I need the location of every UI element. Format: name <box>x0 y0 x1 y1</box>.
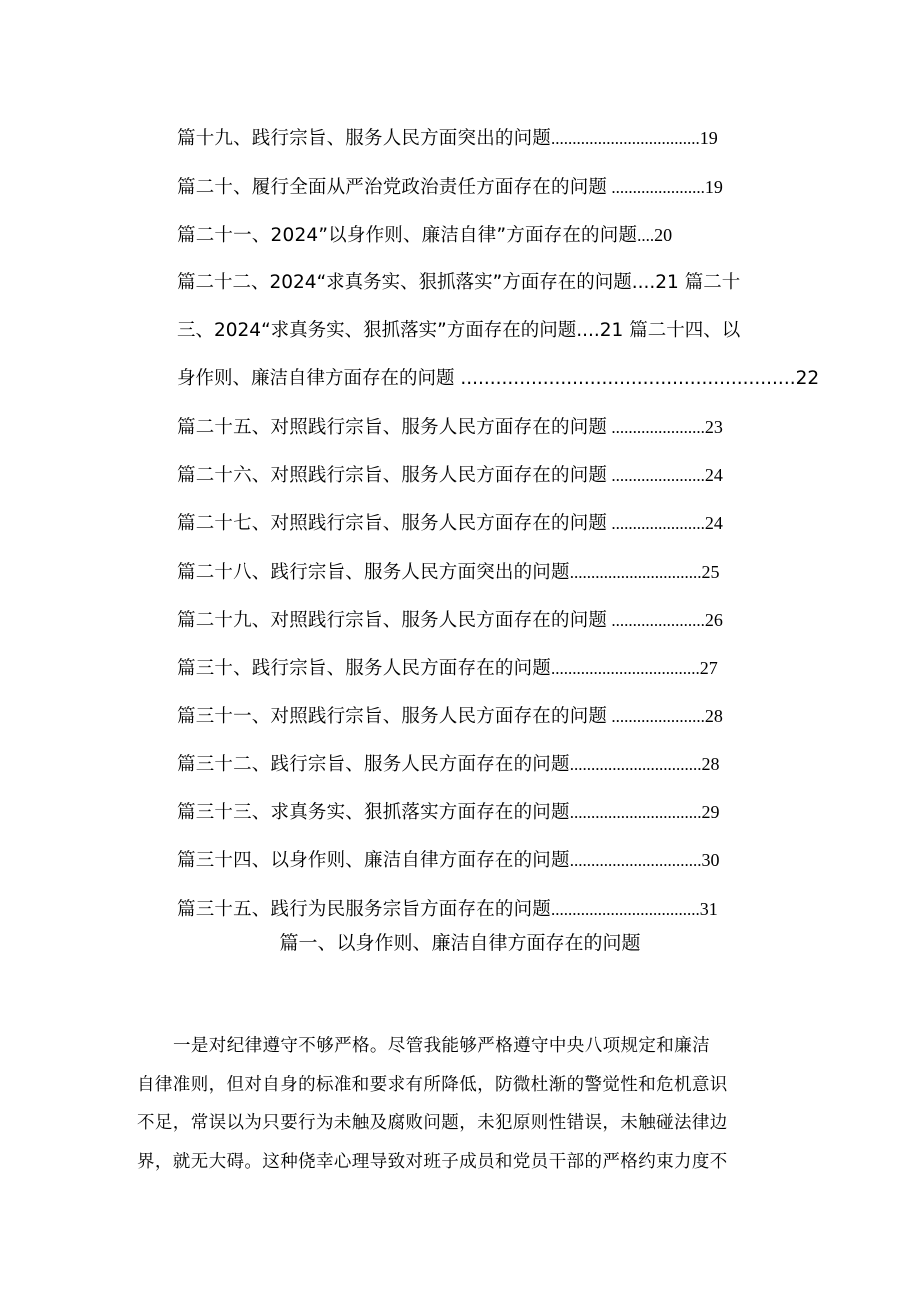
toc-title: 篇三十三、求真务实、狠抓落实方面存在的问题 <box>177 802 570 823</box>
toc-entry[interactable] <box>177 604 773 636</box>
toc-page-number: 31 <box>699 899 718 919</box>
toc-entry[interactable] <box>177 507 773 539</box>
toc-title: 篇十九、践行宗旨、服务人民方面突出的问题 <box>177 128 552 149</box>
toc-title: 篇二十一、2024”以身作则、廉洁自律”方面存在的问题 <box>177 225 638 246</box>
toc-page-number: 24 <box>704 465 723 485</box>
toc-entry[interactable] <box>177 893 773 925</box>
body-line: 不足，常误以为只要行为未触及腐败问题，未犯原则性错误，未触碰法律边 <box>137 1113 728 1133</box>
section-title: 篇一、以身作则、廉洁自律方面存在的问题 <box>279 932 641 954</box>
toc-page-number: 29 <box>701 802 720 822</box>
toc-title: 篇三十五、践行为民服务宗旨方面存在的问题 <box>177 899 552 920</box>
toc-leader-dots: ...................... <box>607 466 705 485</box>
toc-page-number: 19 <box>699 128 718 148</box>
toc-entry[interactable] <box>177 459 773 491</box>
toc-entry[interactable] <box>177 700 773 732</box>
toc-page-number: 19 <box>704 177 723 197</box>
toc-page-number: 25 <box>701 562 720 582</box>
toc-page-number: 26 <box>704 610 723 630</box>
toc-title: 篇二十、履行全面从严治党政治责任方面存在的问题 <box>177 177 608 198</box>
toc-entry[interactable] <box>177 748 773 780</box>
toc-wrapped-line[interactable]: 身作则、廉洁自律方面存在的问题 .........................................................22 <box>177 368 820 389</box>
toc-page-number: 23 <box>704 417 723 437</box>
toc-entry[interactable] <box>177 652 773 684</box>
toc-entry[interactable] <box>177 844 773 876</box>
toc-wrapped-line[interactable]: 篇二十二、2024“求真务实、狠抓落实”方面存在的问题....21 篇二十 <box>177 272 741 293</box>
toc-title: 篇二十五、对照践行宗旨、服务人民方面存在的问题 <box>177 417 608 438</box>
toc-leader-dots: ................................... <box>551 900 700 919</box>
toc-title: 篇二十六、对照践行宗旨、服务人民方面存在的问题 <box>177 465 608 486</box>
toc-leader-dots: ...................... <box>607 707 705 726</box>
body-line: 一是对纪律遵守不够严格。尽管我能够严格遵守中央八项规定和廉洁 <box>173 1036 710 1056</box>
toc-leader-dots: .... <box>637 226 655 245</box>
toc-leader-dots: ............................... <box>569 755 702 774</box>
toc-leader-dots: ...................... <box>607 418 705 437</box>
toc-title: 篇二十九、对照践行宗旨、服务人民方面存在的问题 <box>177 610 608 631</box>
toc-leader-dots: ...................... <box>607 611 705 630</box>
toc-leader-dots: ................................... <box>551 659 700 678</box>
toc-leader-dots: ............................... <box>569 563 702 582</box>
toc-page-number: 28 <box>704 706 723 726</box>
toc-title: 篇三十四、以身作则、廉洁自律方面存在的问题 <box>177 850 570 871</box>
body-line: 界，就无大碍。这种侥幸心理导致对班子成员和党员干部的严格约束力度不 <box>137 1151 728 1172</box>
toc-title: 篇二十八、践行宗旨、服务人民方面突出的问题 <box>177 562 570 583</box>
toc-title: 篇三十二、践行宗旨、服务人民方面存在的问题 <box>177 754 570 775</box>
toc-entry[interactable] <box>177 411 773 443</box>
toc-leader-dots: ................................... <box>551 129 700 148</box>
body-line: 自律准则，但对自身的标准和要求有所降低，防微杜渐的警觉性和危机意识 <box>137 1074 728 1095</box>
toc-wrapped-line[interactable]: 三、2024“求真务实、狠抓落实”方面存在的问题....21 篇二十四、以 <box>177 320 741 341</box>
toc-title: 篇三十一、对照践行宗旨、服务人民方面存在的问题 <box>177 706 608 727</box>
toc-entry[interactable] <box>177 171 773 203</box>
toc-leader-dots: ...................... <box>607 178 705 197</box>
toc-title: 篇二十七、对照践行宗旨、服务人民方面存在的问题 <box>177 513 608 534</box>
toc-leader-dots: ...................... <box>607 514 705 533</box>
toc-title: 篇三十、践行宗旨、服务人民方面存在的问题 <box>177 658 552 679</box>
toc-entry[interactable] <box>177 219 773 251</box>
toc-page-number: 20 <box>654 225 673 245</box>
toc-entry[interactable] <box>177 796 773 828</box>
toc-page-number: 24 <box>704 513 723 533</box>
toc-page-number: 28 <box>701 754 720 774</box>
toc-leader-dots: ............................... <box>569 851 702 870</box>
toc-page-number: 30 <box>701 850 720 870</box>
body-paragraph <box>137 1027 789 1181</box>
toc-leader-dots: ............................... <box>569 803 702 822</box>
toc-entry[interactable] <box>177 122 773 154</box>
toc-page-number: 27 <box>699 658 718 678</box>
toc-entry[interactable] <box>177 556 773 588</box>
